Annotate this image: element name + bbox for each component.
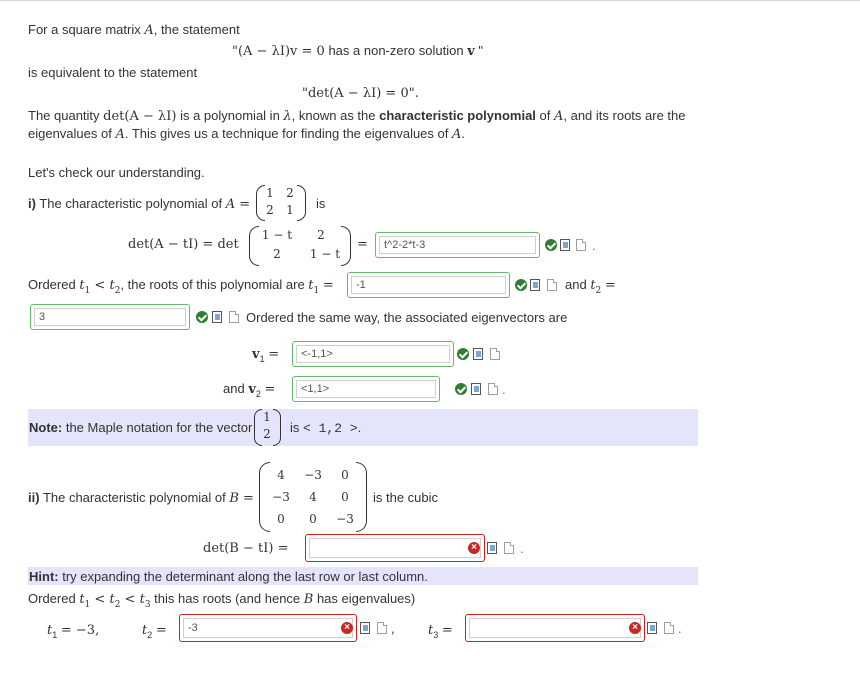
roots-b-text: Ordered $t_1 < t_2 < t_3$ this has roots (and hence B has eigenvalues) (28, 591, 416, 610)
det-b-lhs: det(B − tI) = (203, 541, 289, 556)
v1-label: $v_1$ = (252, 347, 280, 364)
char-poly-b-field (305, 534, 485, 562)
matrix-a-cell: 1 (286, 203, 294, 217)
check-heading: Let's check our understanding. (28, 165, 205, 180)
and-t2-label: and $t_2$ = (565, 277, 616, 296)
part-i-is: is (316, 196, 326, 211)
preview-icon[interactable] (560, 239, 570, 251)
intro-paragraph-line-1: The quantity det(A − λI) is a polynomial in λ, known as the characteristic polynomial of A, and its roots are the (28, 108, 686, 124)
document-icon[interactable] (576, 239, 586, 251)
preview-icon[interactable] (360, 622, 370, 634)
char-poly-b-input[interactable] (309, 538, 481, 558)
error-x-icon: × (468, 542, 480, 554)
correct-check-icon (545, 239, 557, 251)
matrix-b-cell: 4 (277, 468, 285, 482)
v1-input[interactable] (296, 345, 450, 363)
t2-a-field (30, 304, 190, 330)
t2-b-input[interactable] (183, 618, 353, 638)
v2-input[interactable] (296, 380, 436, 398)
eigenvector-text: Ordered the same way, the associated eigenvectors are (246, 310, 568, 325)
t1-a-field (347, 272, 510, 298)
intro-paragraph-line-2: eigenvalues of A. This gives us a technique for finding the eigenvalues of A. (28, 126, 465, 142)
t3-b-label: $t_3$ = (428, 623, 453, 640)
char-poly-a-input[interactable] (379, 236, 536, 254)
det-a-lhs: det(A − tI) = det (128, 237, 239, 252)
v2-field (292, 376, 440, 402)
preview-icon[interactable] (487, 542, 497, 554)
document-icon[interactable] (664, 622, 674, 634)
matrix-ti-cell: 2 (273, 247, 281, 261)
period: . (678, 621, 682, 636)
matrix-a-cell: 2 (286, 186, 294, 200)
statement-2: "det(A − λI) = 0". (302, 86, 419, 101)
error-x-icon: × (629, 622, 641, 634)
matrix-a-cell: 1 (266, 186, 274, 200)
matrix-b-cell: 0 (309, 512, 317, 526)
period: . (520, 541, 524, 556)
period: . (592, 238, 596, 253)
matrix-ti-cell: 2 (317, 228, 325, 242)
error-x-icon: × (341, 622, 353, 634)
note-maple-notation: is < 1,2 >. (290, 420, 362, 436)
document-icon[interactable] (377, 622, 387, 634)
v2-label: and $v_2$ = (223, 381, 276, 399)
matrix-a-right-paren (297, 185, 306, 221)
matrix-b-cell: 0 (277, 512, 285, 526)
correct-check-icon (515, 279, 527, 291)
period: . (502, 382, 506, 397)
t2-b-label: $t_2$ = (142, 623, 167, 640)
matrix-a-cell: 2 (266, 203, 274, 217)
preview-icon[interactable] (212, 311, 222, 323)
t2-a-input[interactable] (34, 308, 186, 326)
part-ii-question: ii) The characteristic polynomial of B = (28, 490, 254, 506)
char-poly-a-field (375, 232, 540, 258)
note-vector-right-paren (273, 409, 281, 446)
note-text: Note: the Maple notation for the vector (29, 420, 253, 435)
note-vector-cell: 2 (263, 427, 271, 441)
matrix-b-cell: −3 (272, 490, 290, 504)
v1-field (292, 341, 454, 367)
matrix-b-cell: −3 (336, 512, 354, 526)
intro-line-1: For a square matrix A, the statement (28, 22, 240, 38)
equals-sign: = (357, 237, 368, 252)
statement-1: "(A − λI)v = 0 has a non-zero solution v " (232, 43, 483, 59)
matrix-b-cell: 0 (341, 490, 349, 504)
t2-b-field (179, 614, 357, 642)
preview-icon[interactable] (471, 383, 481, 395)
matrix-ti-cell: 1 − t (261, 228, 293, 242)
preview-icon[interactable] (473, 348, 483, 360)
is-cubic: is the cubic (373, 490, 439, 505)
intro-equiv: is equivalent to the statement (28, 65, 198, 80)
preview-icon[interactable] (530, 279, 540, 291)
matrix-ti-cell: 1 − t (309, 247, 341, 261)
part-i-question: i) The characteristic polynomial of A = (28, 196, 251, 212)
matrix-b-cell: 4 (309, 490, 317, 504)
correct-check-icon (457, 348, 469, 360)
t3-b-input[interactable] (469, 618, 641, 638)
t1-a-input[interactable] (351, 276, 506, 294)
matrix-ti-right-paren (341, 226, 351, 266)
document-icon[interactable] (547, 279, 557, 291)
t3-b-field (465, 614, 645, 642)
document-icon[interactable] (490, 348, 500, 360)
top-border (0, 0, 860, 1)
document-icon[interactable] (504, 542, 514, 554)
preview-icon[interactable] (647, 622, 657, 634)
comma: , (391, 621, 395, 636)
matrix-b-cell: −3 (304, 468, 322, 482)
matrix-b-right-paren (356, 462, 367, 532)
roots-a-text: Ordered $t_1 < t_2$, the roots of this polynomial are $t_1$ = (28, 277, 334, 296)
note-vector-cell: 1 (263, 410, 271, 424)
correct-check-icon (196, 311, 208, 323)
document-icon[interactable] (488, 383, 498, 395)
document-icon[interactable] (229, 311, 239, 323)
matrix-b-cell: 0 (341, 468, 349, 482)
hint-text: Hint: try expanding the determinant along the last row or last column. (29, 569, 428, 584)
correct-check-icon (455, 383, 467, 395)
t1-b-value: $t_1 = -3$, (47, 623, 100, 640)
